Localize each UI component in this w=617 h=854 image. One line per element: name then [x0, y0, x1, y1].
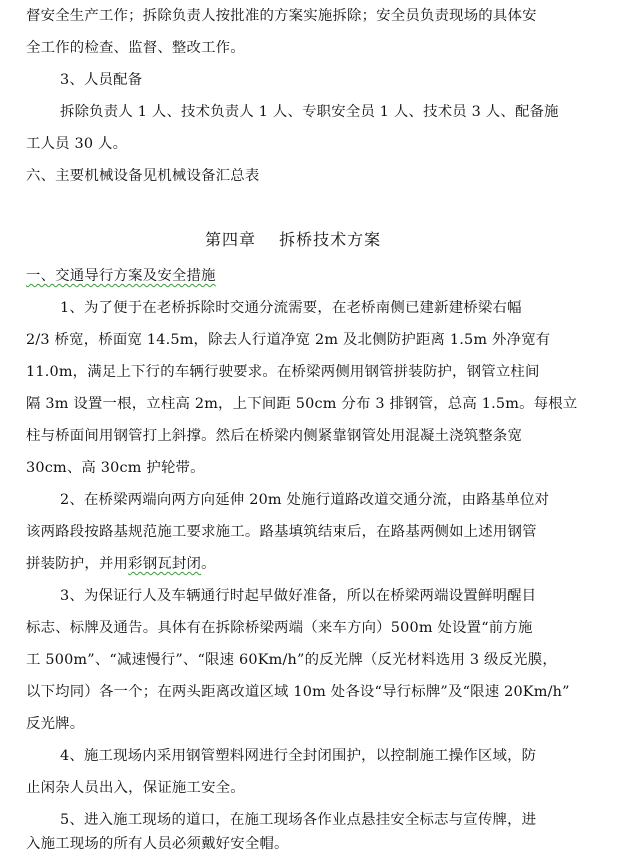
text-line: 以下均同）各一个；在两头距离改道区域 10m 处各设“导行标牌”及“限速 20Km/h” — [26, 684, 570, 700]
section-heading-equipment: 六、主要机械设备见机械设备汇总表 — [26, 168, 260, 184]
text-line: 拆除负责人 1 人、技术负责人 1 人、专职安全员 1 人、技术员 3 人、配备施 — [60, 104, 559, 120]
text-line: 柱与桥面间用钢管打上斜撑。然后在桥梁内侧紧靠钢管处用混凝土浇筑整条宽 — [26, 428, 523, 444]
section-heading-text: 一、交通导行方案及安全措施 — [26, 268, 216, 284]
text-segment: 拼装防护，并用 — [26, 556, 129, 572]
text-line: 11.0m，满足上下行的车辆行驶要求。在桥梁两侧用钢管拼装防护，钢管立柱间 — [26, 364, 540, 380]
spellcheck-marked-text: 彩钢瓦封闭 — [128, 556, 202, 572]
text-segment: 。 — [201, 556, 216, 572]
text-line: 隔 3m 设置一根，立柱高 2m，上下间距 50cm 分布 3 排钢管，总高 1.5m。每根立 — [26, 396, 578, 412]
section-heading-traffic — [26, 266, 216, 286]
text-line: 3、为保证行人及车辆通行时起早做好准备，所以在桥梁两端设置鲜明醒目 — [60, 588, 537, 604]
text-line: 1、为了便于在老桥拆除时交通分流需要，在老桥南侧已建新建桥梁右幅 — [60, 300, 522, 316]
text-line: 止闲杂人员出入，保证施工安全。 — [26, 780, 245, 796]
text-line — [26, 554, 216, 574]
text-line: 30cm、高 30cm 护轮带。 — [26, 460, 205, 476]
text-line: 该两路段按路基规范施工要求施工。路基填筑结束后，在路基两侧如上述用钢管 — [26, 524, 537, 540]
text-line: 入施工现场的所有人员必须戴好安全帽。 — [26, 836, 289, 852]
chapter-title: 第四章 拆桥技术方案 — [205, 230, 382, 249]
text-line: 反光牌。 — [26, 716, 85, 732]
subheading-staffing: 3、人员配备 — [60, 72, 143, 88]
text-line: 2/3 桥宽，桥面宽 14.5m，除去人行道净宽 2m 及北侧防护距离 1.5m 外净宽有 — [26, 332, 551, 348]
text-line: 2、在桥梁两端向两方向延伸 20m 处施行道路改道交通分流，由路基单位对 — [60, 492, 550, 508]
text-line: 工 500m”、“减速慢行”、“限速 60Km/h”的反光牌（反光材料选用 3 级反光膜， — [26, 652, 557, 668]
text-line: 4、施工现场内采用钢管塑料网进行全封闭围护，以控制施工操作区域，防 — [60, 748, 537, 764]
text-line: 全工作的检查、监督、整改工作。 — [26, 40, 245, 56]
text-line: 5、进入施工现场的道口，在施工现场各作业点悬挂安全标志与宣传牌，进 — [60, 812, 537, 828]
text-line: 标志、标牌及通告。具体有在拆除桥梁两端（来车方向）500m 处设置“前方施 — [26, 620, 533, 636]
text-line: 工人员 30 人。 — [26, 136, 128, 152]
text-line: 督安全生产工作；拆除负责人按批准的方案实施拆除；安全员负责现场的具体安 — [26, 8, 537, 24]
